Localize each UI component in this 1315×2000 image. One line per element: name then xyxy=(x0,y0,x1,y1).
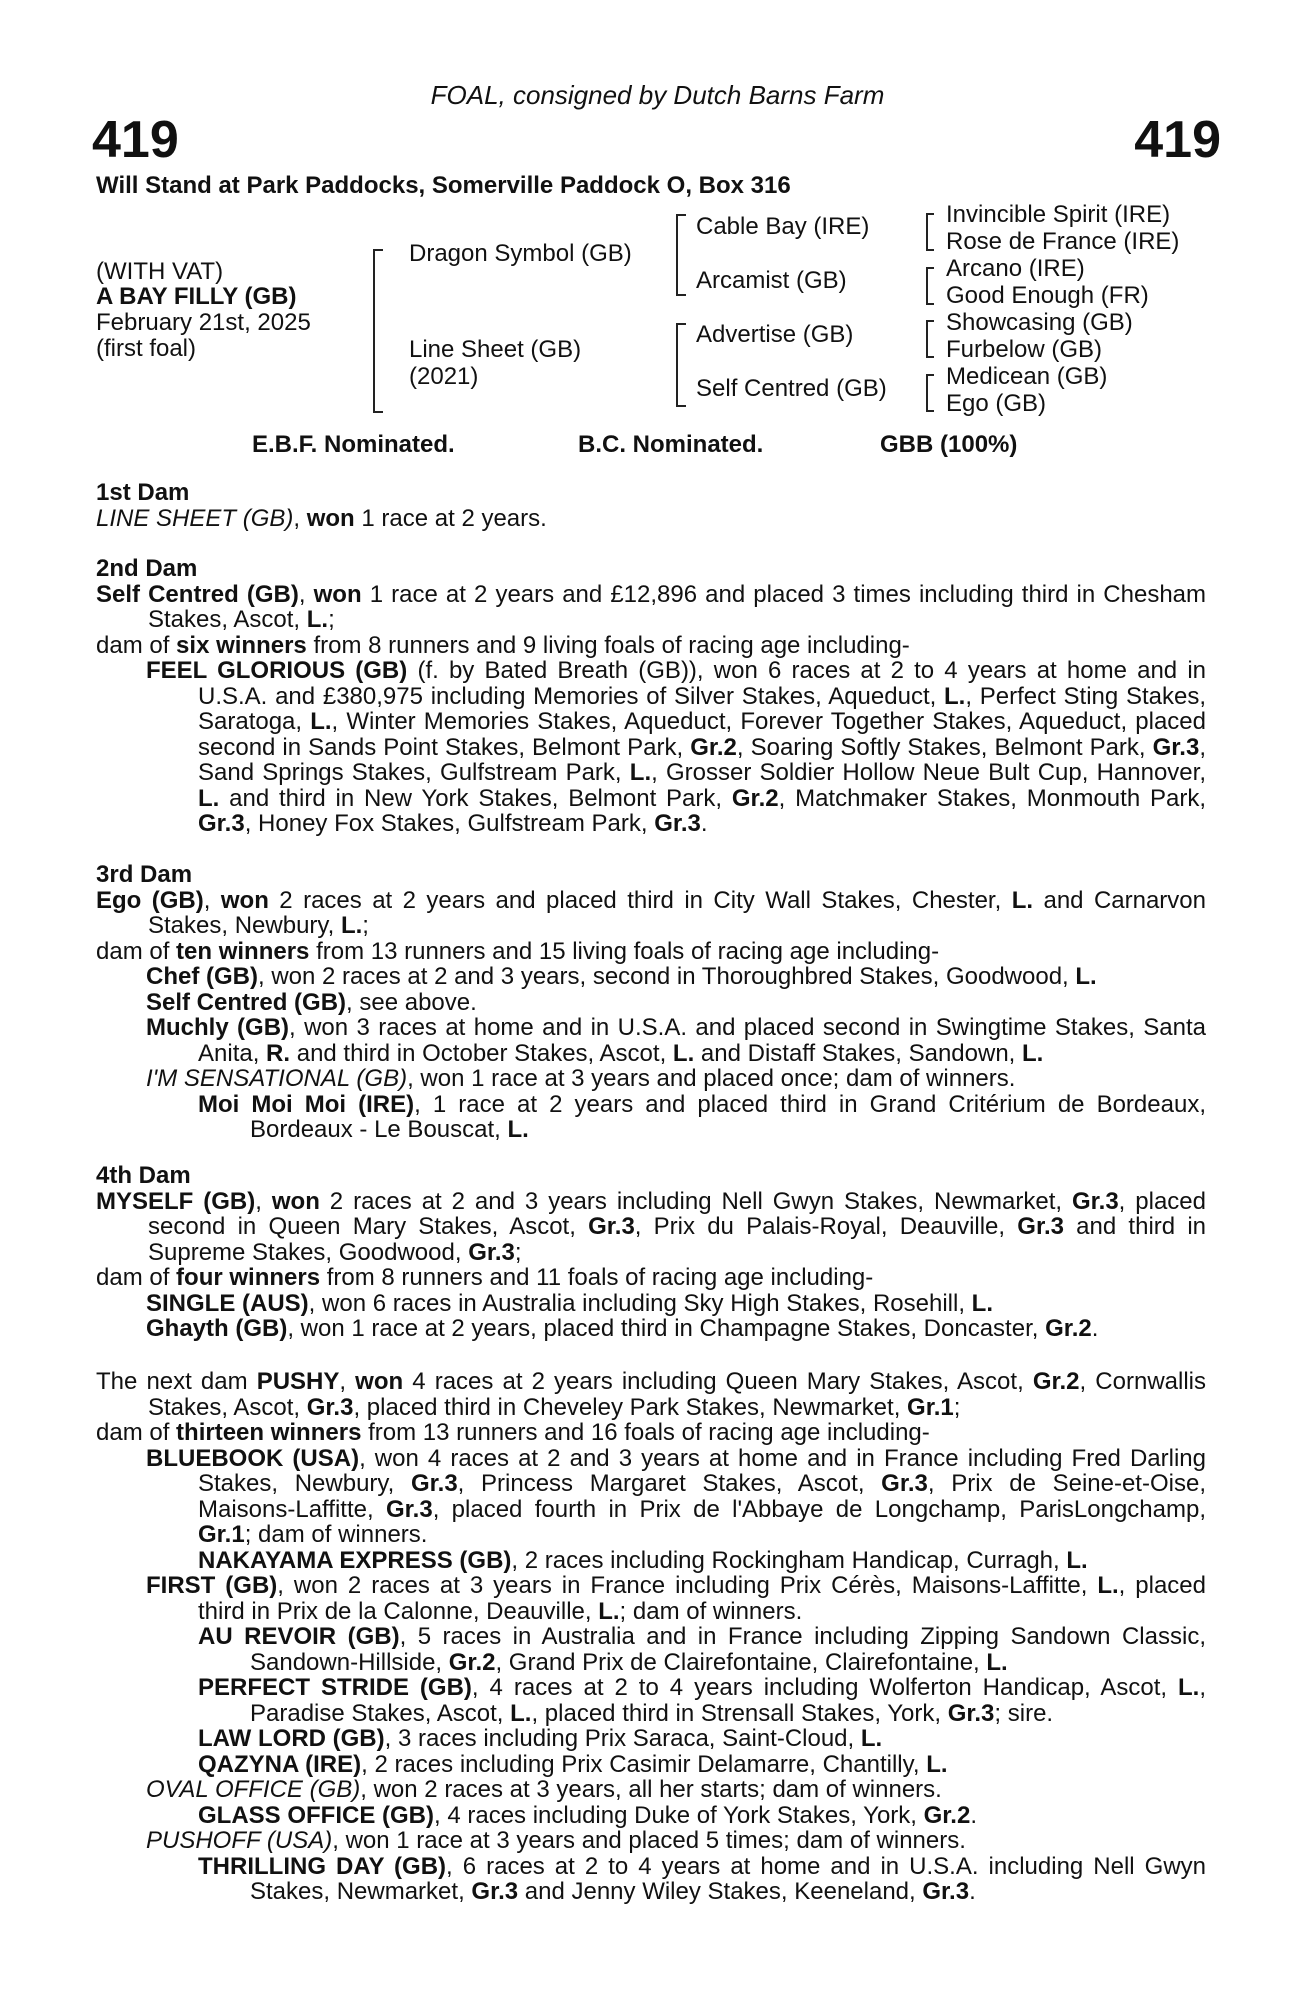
grand-produce-entry: PERFECT STRIDE (GB), 4 races at 2 to 4 years including Wolferton Handicap, Ascot, L., Paradise Stakes, Ascot, L., placed third in Strensall Stakes, York, Gr.3; sire. xyxy=(198,1674,1206,1727)
foal-brace xyxy=(373,249,383,413)
produce-entry: FEEL GLORIOUS (GB) (f. by Bated Breath (GB)), won 6 races at 2 to 4 years at home and in U.S.A. and £380,975 including Memories of Silver Stakes, Aqueduct, L., Perfect Sting Stakes, Saratoga, L., Winter Memories Stakes, Aqueduct, Forever Together Stakes, Aqueduct, placed second in Sands Point Stakes, Belmont Park, Gr.2, Soaring Softly Stakes, Belmont Park, Gr.3, Sand Springs Stakes, Gulfstream Park, L., Grosser Soldier Hollow Neue Bult Cup, Hannover, L. and third in New York Stakes, Belmont Park, Gr.2, Matchmaker Stakes, Monmouth Park, Gr.3, Honey Fox Stakes, Gulfstream Park, Gr.3. xyxy=(146,657,1207,837)
produce-entry: PUSHOFF (USA), won 1 race at 3 years and placed 5 times; dam of winners. xyxy=(146,1827,966,1854)
fourth-dam-produce-summary: dam of four winners from 8 runners and 11 foals of racing age including- xyxy=(96,1264,874,1291)
gbb-status: GBB (100%) xyxy=(880,431,1018,458)
next-dam-produce-summary: dam of thirteen winners from 13 runners and 16 foals of racing age including- xyxy=(96,1419,930,1446)
foal-note: (first foal) xyxy=(96,335,197,362)
gd-2: Rose de France (IRE) xyxy=(946,228,1180,255)
gd-6: Furbelow (GB) xyxy=(946,336,1103,363)
fourth-dam-record: MYSELF (GB), won 2 races at 2 and 3 years including Nell Gwyn Stakes, Newmarket, Gr.3, placed second in Queen Mary Stakes, Ascot, Gr.3, Prix du Palais-Royal, Deauville, Gr.3 and third in Supreme Stakes, Goodwood, Gr.3; xyxy=(96,1187,1207,1266)
grand-produce-entry: GLASS OFFICE (GB), 4 races including Duke of York Stakes, York, Gr.2. xyxy=(198,1801,977,1829)
dam-brace xyxy=(676,323,686,407)
ss-brace xyxy=(926,213,934,251)
sd-brace xyxy=(926,267,934,305)
section-heading: 1st Dam xyxy=(96,479,190,506)
grand-produce-entry: QAZYNA (IRE), 2 races including Prix Casimir Delamarre, Chantilly, L. xyxy=(198,1750,948,1778)
produce-entry: Ghayth (GB), won 1 race at 2 years, placed third in Champagne Stakes, Doncaster, Gr.2. xyxy=(146,1315,1099,1342)
first-dam-section xyxy=(96,480,1206,531)
ebf-nomination: E.B.F. Nominated. xyxy=(252,431,455,458)
next-dam-section xyxy=(96,1369,1206,1905)
gd-8: Ego (GB) xyxy=(946,390,1047,417)
sire-brace xyxy=(676,214,686,296)
grand-produce-entry: AU REVOIR (GB), 5 races in Australia and in France including Zipping Sandown Classic, Sandown-Hillside, Gr.2, Grand Prix de Clairefontaine, Clairefontaine, L. xyxy=(198,1623,1206,1676)
gd-3: Arcano (IRE) xyxy=(946,255,1085,282)
section-heading: 4th Dam xyxy=(96,1162,191,1189)
dam-year: (2021) xyxy=(409,363,479,390)
section-heading: 2nd Dam xyxy=(96,555,198,582)
first-dam-record: LINE SHEET (GB), won 1 race at 2 years. xyxy=(96,504,547,532)
grand-produce-entry: LAW LORD (GB), 3 races including Prix Saraca, Saint-Cloud, L. xyxy=(198,1725,883,1752)
produce-entry: FIRST (GB), won 2 races at 3 years in France including Prix Cérès, Maisons-Laffitte, L., placed third in Prix de la Calonne, Deauville, L.; dam of winners. xyxy=(146,1572,1207,1625)
gd-4: Good Enough (FR) xyxy=(946,282,1149,309)
lot-number-right: 419 xyxy=(1134,111,1221,169)
next-dam-record: The next dam PUSHY, won 4 races at 2 years including Queen Mary Stakes, Ascot, Gr.2, Cornwallis Stakes, Ascot, Gr.3, placed third in Cheveley Park Stakes, Newmarket, Gr.1; xyxy=(96,1368,1206,1421)
foal-name: A BAY FILLY (GB) xyxy=(96,283,297,310)
grand-produce-entry: NAKAYAMA EXPRESS (GB), 2 races including Rockingham Handicap, Curragh, L. xyxy=(198,1546,1088,1574)
grand-produce-entry: THRILLING DAY (GB), 6 races at 2 to 4 years at home and in U.S.A. including Nell Gwyn Stakes, Newmarket, Gr.3 and Jenny Wiley Stakes, Keeneland, Gr.3. xyxy=(198,1852,1207,1905)
ds-brace xyxy=(926,320,934,358)
sire-name: Dragon Symbol (GB) xyxy=(409,240,632,267)
produce-entry: SINGLE (AUS), won 6 races in Australia including Sky High Stakes, Rosehill, L. xyxy=(146,1289,993,1317)
dam-dam: Self Centred (GB) xyxy=(696,375,887,402)
second-dam-section xyxy=(96,556,1206,837)
sire-sire: Cable Bay (IRE) xyxy=(696,213,870,240)
stand-location: Will Stand at Park Paddocks, Somerville Paddock O, Box 316 xyxy=(96,172,791,199)
fourth-dam-section xyxy=(96,1163,1206,1342)
gd-1: Invincible Spirit (IRE) xyxy=(946,201,1171,228)
dam-name: Line Sheet (GB) xyxy=(409,336,582,363)
third-dam-section xyxy=(96,862,1206,1143)
produce-entry: OVAL OFFICE (GB), won 2 races at 3 years, all her starts; dam of winners. xyxy=(146,1776,942,1803)
lot-number-left: 419 xyxy=(92,111,179,169)
grand-produce-entry: Moi Moi Moi (IRE), 1 race at 2 years and placed third in Grand Critérium de Bordeaux, Bordeaux - Le Bouscat, L. xyxy=(198,1090,1206,1143)
third-dam-record: Ego (GB), won 2 races at 2 years and placed third in City Wall Stakes, Chester, L. and Carnarvon Stakes, Newbury, L.; xyxy=(96,886,1206,939)
produce-entry: I'M SENSATIONAL (GB), won 1 race at 3 years and placed once; dam of winners. xyxy=(146,1065,1016,1092)
foal-dob: February 21st, 2025 xyxy=(96,309,311,336)
produce-entry: Muchly (GB), won 3 races at home and in U.S.A. and placed second in Swingtime Stakes, Santa Anita, R. and third in October Stakes, Ascot, L. and Distaff Stakes, Sandown, L. xyxy=(146,1014,1206,1067)
gd-7: Medicean (GB) xyxy=(946,363,1108,390)
second-dam-record: Self Centred (GB), won 1 race at 2 years and £12,896 and placed 3 times including third in Chesham Stakes, Ascot, L.; xyxy=(96,580,1207,633)
dam-sire: Advertise (GB) xyxy=(696,321,854,348)
consignment-line: FOAL, consigned by Dutch Barns Farm xyxy=(430,80,885,110)
bc-nomination: B.C. Nominated. xyxy=(578,431,764,458)
sire-dam: Arcamist (GB) xyxy=(696,267,847,294)
section-heading: 3rd Dam xyxy=(96,861,193,888)
produce-entry: Chef (GB), won 2 races at 2 and 3 years, second in Thoroughbred Stakes, Goodwood, L. xyxy=(146,963,1097,990)
produce-entry: Self Centred (GB), see above. xyxy=(146,988,477,1016)
second-dam-produce-summary: dam of six winners from 8 runners and 9 living foals of racing age including- xyxy=(96,631,910,659)
gd-5: Showcasing (GB) xyxy=(946,309,1133,336)
dd-brace xyxy=(926,374,934,412)
third-dam-produce-summary: dam of ten winners from 13 runners and 15 living foals of racing age including- xyxy=(96,937,940,965)
produce-entry: BLUEBOOK (USA), won 4 races at 2 and 3 years at home and in France including Fred Darling Stakes, Newbury, Gr.3, Princess Margaret Stakes, Ascot, Gr.3, Prix de Seine-et-Oise, Maisons-Laffitte, Gr.3, placed fourth in Prix de l'Abbaye de Longchamp, ParisLongchamp, Gr.1; dam of winners. xyxy=(146,1444,1207,1548)
vat-note: (WITH VAT) xyxy=(96,258,224,285)
